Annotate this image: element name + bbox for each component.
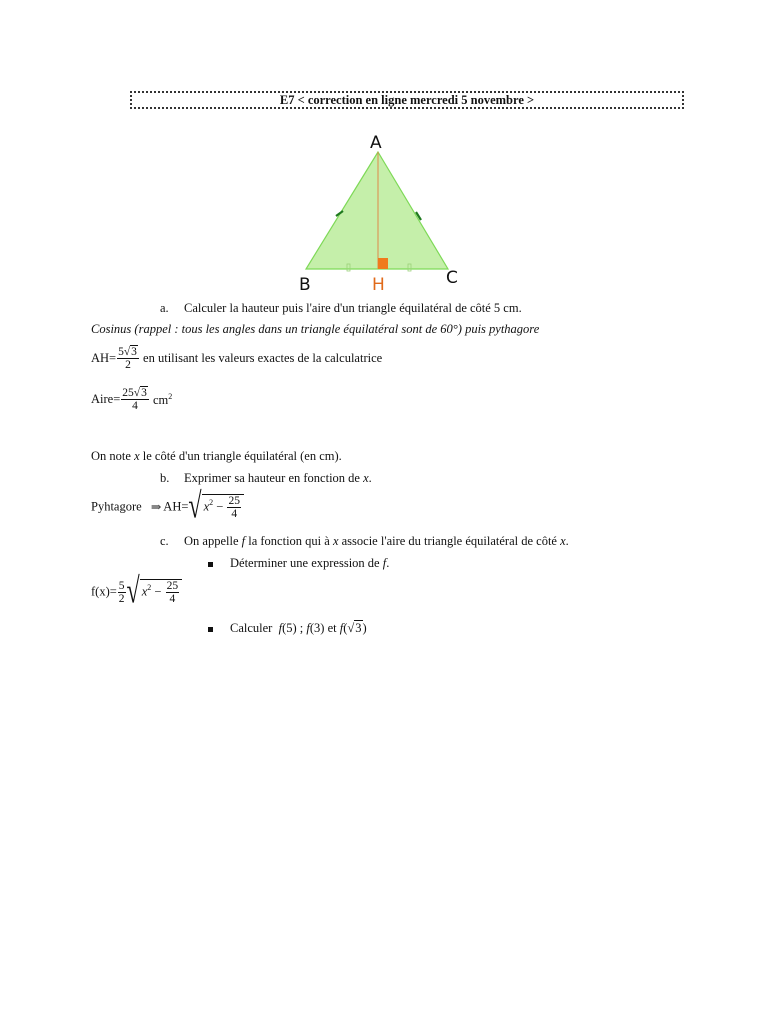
bullet-1-square — [208, 562, 213, 567]
question-c-x1: x — [332, 534, 339, 548]
triangle-shape — [306, 152, 448, 269]
aire-fraction: $\frac{25√3}{4}$ — [122, 387, 147, 412]
question-b-marker: b. — [160, 471, 170, 485]
aire-line — [91, 387, 172, 412]
question-c-t2: la fonction qui à — [245, 534, 333, 548]
question-a-marker: a. — [160, 301, 169, 315]
question-c-f: f — [241, 534, 246, 548]
question-c — [160, 534, 569, 549]
label-H: H — [372, 275, 385, 293]
fx-line — [91, 572, 182, 612]
fx-coef-den: 2 — [118, 592, 125, 605]
cosinus-note: Cosinus (rappel : tous les angles dans un triangle équilatéral sont de 60°) puis pythagore — [91, 322, 540, 336]
note-x — [91, 449, 342, 464]
question-a-text: Calculer la hauteur puis l'aire d'un triangle équilatéral de côté 5 cm. — [184, 301, 522, 315]
pythagore-sqrt: √ $x^2$ − $\frac{25}{4}$ — [188, 494, 244, 520]
bullet-2-label: Calculer — [230, 621, 273, 635]
ah-fraction: $\frac{5√3}{2}$ — [118, 346, 137, 371]
aire-num-coef: 25 — [122, 387, 134, 399]
bullet-2-square — [208, 627, 213, 632]
pythagore-var: x — [203, 499, 210, 514]
question-b — [160, 471, 372, 486]
ah-num-coef: 5 — [118, 346, 124, 358]
label-B: B — [299, 275, 311, 293]
label-A: A — [370, 133, 382, 153]
bullet-2-radicand: 3 — [355, 621, 362, 635]
aire-den: 4 — [132, 400, 138, 412]
label-C: C — [446, 268, 458, 288]
fx-lhs: f(x)= — [91, 584, 117, 599]
question-c-t3: associe l'aire du triangle équilatéral de côté — [338, 534, 561, 548]
header-title: E7 < correction en ligne mercredi 5 novembre > — [130, 91, 684, 109]
aire-prefix: Aire= — [91, 392, 121, 406]
fx-coef — [118, 580, 126, 605]
question-c-marker: c. — [160, 534, 169, 548]
fx-minus: − — [154, 584, 162, 599]
bullet-1-f: f — [382, 556, 387, 570]
pythagore-exp: 2 — [209, 498, 214, 508]
fx-sqrt: √ $x^2$ − $\frac{25}{4}$ — [127, 579, 183, 605]
bullet-2-f1: f — [278, 621, 283, 635]
bullet-1-end: . — [386, 556, 390, 570]
pythagore-frac-den: 4 — [231, 508, 238, 520]
ah-suffix: en utilisant les valeurs exactes de la calculatrice — [143, 351, 383, 365]
aire-unit-exp: 2 — [168, 391, 173, 401]
note-x-after: le côté d'un triangle équilatéral (en cm). — [139, 449, 342, 463]
bullet-1-text: Déterminer une expression de — [230, 556, 383, 570]
pythagore-minus: − — [216, 499, 224, 514]
implies-arrow: ⇒ — [150, 500, 162, 514]
note-x-var: x — [134, 449, 140, 463]
pythagore-word: Pyhtagore — [91, 499, 142, 514]
bullet-2-a2: (3) et — [309, 621, 340, 635]
fx-exp: 2 — [147, 583, 152, 593]
pythagore-line — [91, 487, 244, 527]
bullet-2-f2: f — [306, 621, 310, 635]
bullet-2-open: ( — [343, 621, 348, 635]
fx-coef-num: 5 — [118, 579, 125, 592]
right-angle-mark — [378, 258, 388, 269]
aire-num-radicand: 3 — [141, 387, 147, 399]
pythagore-lhs: AH= — [163, 499, 189, 514]
bullet-1 — [208, 556, 390, 571]
fx-frac-den: 4 — [169, 593, 176, 605]
ah-exact-line — [91, 346, 382, 371]
triangle-figure — [290, 128, 470, 293]
question-b-text: Exprimer sa hauteur en fonction de — [184, 471, 364, 485]
question-c-t1: On appelle — [184, 534, 242, 548]
fx-var: x — [141, 584, 148, 599]
note-x-before: On note — [91, 449, 135, 463]
question-c-x2: x — [560, 534, 566, 548]
ah-num-radicand: 3 — [131, 346, 137, 358]
question-b-end: . — [368, 471, 372, 485]
question-c-t4: . — [565, 534, 569, 548]
pythagore-frac-num: 25 — [228, 495, 240, 507]
bullet-2-close: ) — [362, 621, 367, 635]
bullet-2-f3: f — [339, 621, 344, 635]
question-b-var: x — [363, 471, 369, 485]
bullet-2: Calculer f(5) ; f(3) et f(√3) — [208, 621, 213, 636]
aire-unit: $cm^2$ — [152, 391, 173, 407]
bullet-2-a1: (5) ; — [282, 621, 307, 635]
ah-prefix: AH= — [91, 351, 117, 365]
question-a — [160, 301, 522, 316]
fx-frac-num: 25 — [166, 580, 179, 592]
ah-den: 2 — [125, 359, 131, 371]
